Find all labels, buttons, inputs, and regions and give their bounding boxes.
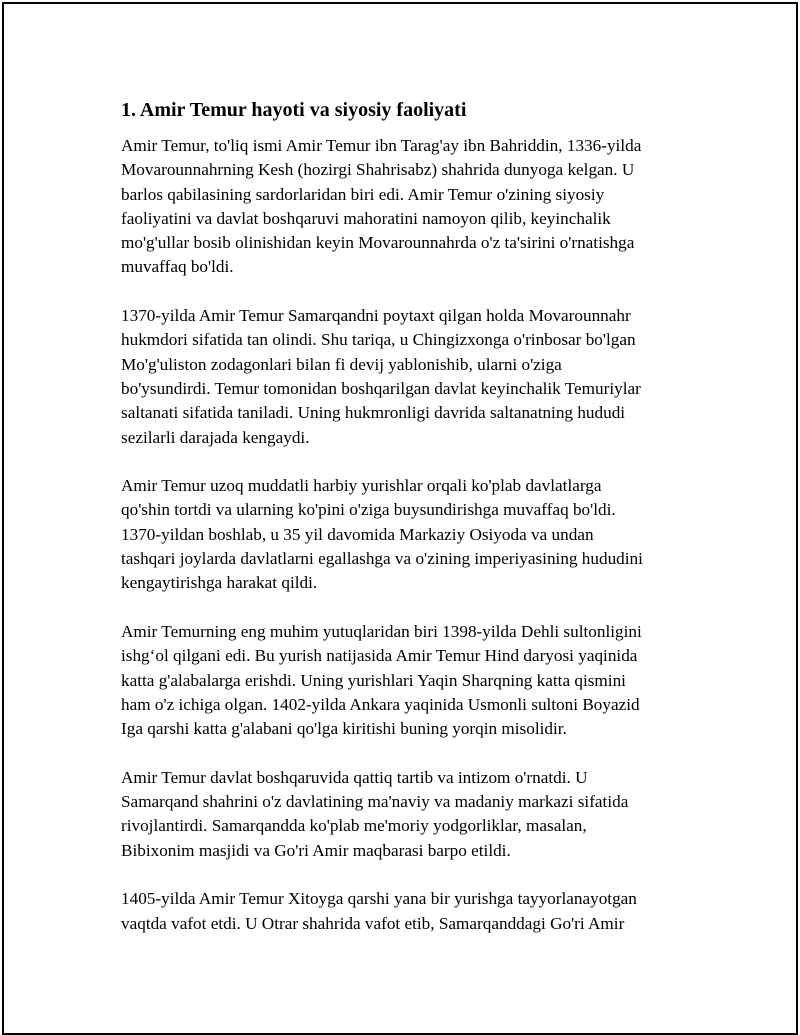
document-body xyxy=(121,96,701,936)
page-frame xyxy=(2,2,798,1035)
paragraph-4: Amir Temurning eng muhim yutuqlaridan biri 1398-yilda Dehli sultonligini ishg‘ol qilgani edi. Bu yurish natijasida Amir Temur Hind daryosi yaqinida katta g'alabalarga erishdi. Uning yurishlari Yaqin Sharqning katta qismini ham o'z ichiga olgan. 1402-yilda Ankara yaqinida Usmonli sultoni Boyazid Iga qarshi katta g'alabani qo'lga kiritishi buning yorqin misolidir. xyxy=(121,621,642,739)
section-heading: 1. Amir Temur hayoti va siyosiy faoliyati xyxy=(121,99,467,121)
paragraph-5: Amir Temur davlat boshqaruvida qattiq tartib va intizom o'rnatdi. U Samarqand shahrini o'z davlatining ma'naviy va madaniy markazi sifatida rivojlantirdi. Samarqandda ko'plab me'moriy yodgorliklar, masalan, Bibixonim masjidi va Go'ri Amir maqbarasi barpo etildi. xyxy=(121,767,629,860)
paragraph-6: 1405-yilda Amir Temur Xitoyga qarshi yana bir yurishga tayyorlanayotgan vaqtda vafot etdi. U Otrar shahrida vafot etib, Samarqanddagi Go'ri Amir xyxy=(121,889,637,933)
paragraph-3: Amir Temur uzoq muddatli harbiy yurishlar orqali ko'plab davlatlarga qo'shin tortdi va ularning ko'pini o'ziga buysundirishga muvaffaq bo'ldi. 1370-yildan boshlab, u 35 yil davomida Markaziy Osiyoda va undan tashqari joylarda davlatlarni egallashga va o'zining imperiyasining hududini kengaytirishga harakat qildi. xyxy=(121,476,643,593)
paragraph-2: 1370-yilda Amir Temur Samarqandni poytaxt qilgan holda Movarounnahr hukmdori sifatida tan olindi. Shu tariqa, u Chingizxonga o'rinbosar bo'lgan Mo'g'uliston zodagonlari bilan fi devij yablonishib, ularni o'ziga bo'ysundirdi. Temur tomonidan boshqarilgan davlat keyinchalik Temuriylar saltanati sifatida taniladi. Uning hukmronligi davrida saltanatning hududi sezilarli darajada kengaydi. xyxy=(121,306,641,447)
paragraph-1: Amir Temur, to'liq ismi Amir Temur ibn Tarag'ay ibn Bahriddin, 1336-yilda Movarounnahrning Kesh (hozirgi Shahrisabz) shahrida dunyoga kelgan. U barlos qabilasining sardorlaridan biri edi. Amir Temur o'zining siyosiy faoliyatini va davlat boshqaruvi mahoratini namoyon qilib, keyinchalik mo'g'ullar bosib olinishidan keyin Movarounnahrda o'z ta'sirini o'rnatishga muvaffaq bo'ldi. xyxy=(121,136,642,277)
